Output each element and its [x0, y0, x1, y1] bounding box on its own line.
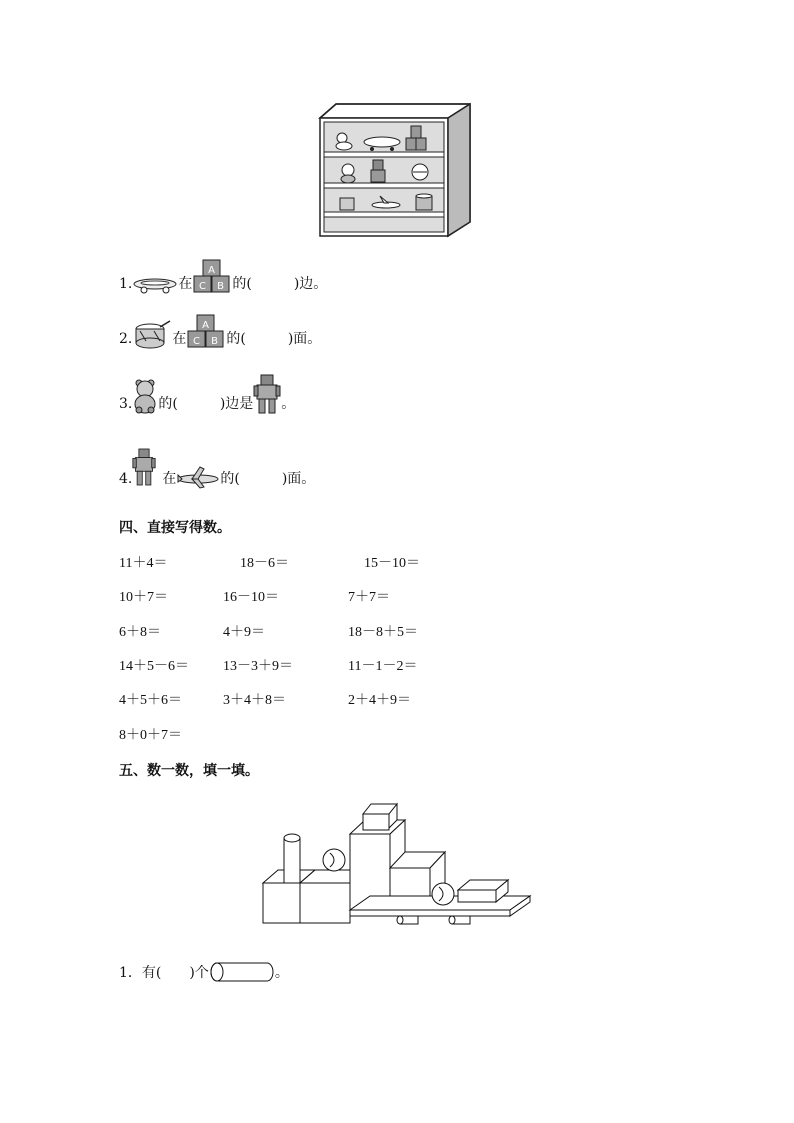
equation: 11－1－2＝	[348, 659, 418, 674]
section-4-title: 四、直接写得数。	[119, 520, 231, 536]
equation: 10＋7＝	[119, 590, 168, 605]
count-question-1	[119, 961, 289, 983]
answer-suffix: )边。	[293, 276, 328, 292]
svg-text:A: A	[208, 265, 216, 276]
position-question-3	[119, 374, 295, 414]
equation: 2＋4＋9＝	[348, 693, 411, 708]
word-zai: 在	[162, 471, 177, 487]
equation: 3＋4＋8＝	[223, 693, 286, 708]
equation: 14＋5－6＝	[119, 659, 189, 674]
question-number: 1.	[119, 276, 133, 292]
equation: 11＋4＝	[119, 556, 168, 571]
svg-text:C: C	[193, 336, 201, 347]
equation: 4＋5＋6＝	[119, 693, 182, 708]
word-zai: 在	[172, 331, 187, 347]
drum-icon	[132, 319, 172, 349]
section-5-title: 五、数一数，填一填。	[119, 763, 259, 779]
toy-shelf-illustration	[318, 100, 473, 240]
answer-suffix: )面。	[281, 471, 316, 487]
position-question-1	[119, 258, 327, 294]
svg-text:A: A	[202, 320, 210, 331]
position-question-4	[119, 445, 315, 489]
svg-text:B: B	[217, 281, 225, 292]
answer-suffix: )面。	[287, 331, 322, 347]
block-train-illustration	[260, 798, 535, 930]
word-bianshi: )边是	[219, 396, 254, 412]
period: 。	[281, 396, 296, 412]
word-de: 的(	[232, 276, 252, 292]
skateboard-icon	[132, 270, 178, 294]
equation: 8＋0＋7＝	[119, 728, 182, 743]
equation: 15－10＝	[364, 556, 420, 571]
equation: 18－6＝	[240, 556, 289, 571]
robot-icon	[132, 445, 156, 489]
svg-text:C: C	[199, 281, 207, 292]
cylinder-icon	[209, 961, 275, 983]
question-number: 4.	[119, 471, 133, 487]
svg-text:B: B	[211, 336, 219, 347]
word-de: 的(	[220, 471, 240, 487]
position-question-2	[119, 313, 321, 349]
word-de: 的(	[158, 396, 178, 412]
period: 。	[274, 965, 289, 981]
equation: 13－3＋9＝	[223, 659, 293, 674]
equation: 16－10＝	[223, 590, 279, 605]
question-number: 3.	[119, 396, 133, 412]
equation: 4＋9＝	[223, 625, 265, 640]
equation: 6＋8＝	[119, 625, 161, 640]
question-number: 1．	[119, 965, 142, 981]
question-number: 2.	[119, 331, 133, 347]
letter-blocks-icon	[186, 313, 226, 349]
word-ge: )个	[189, 965, 209, 981]
robot-icon	[253, 374, 281, 414]
letter-blocks-icon	[192, 258, 232, 294]
word-zai: 在	[178, 276, 193, 292]
word-de: 的(	[226, 331, 246, 347]
airplane-icon	[176, 465, 220, 489]
word-you: 有(	[141, 965, 162, 981]
equation: 18－8＋5＝	[348, 625, 418, 640]
teddy-bear-icon	[132, 378, 158, 414]
equation: 7＋7＝	[348, 590, 390, 605]
